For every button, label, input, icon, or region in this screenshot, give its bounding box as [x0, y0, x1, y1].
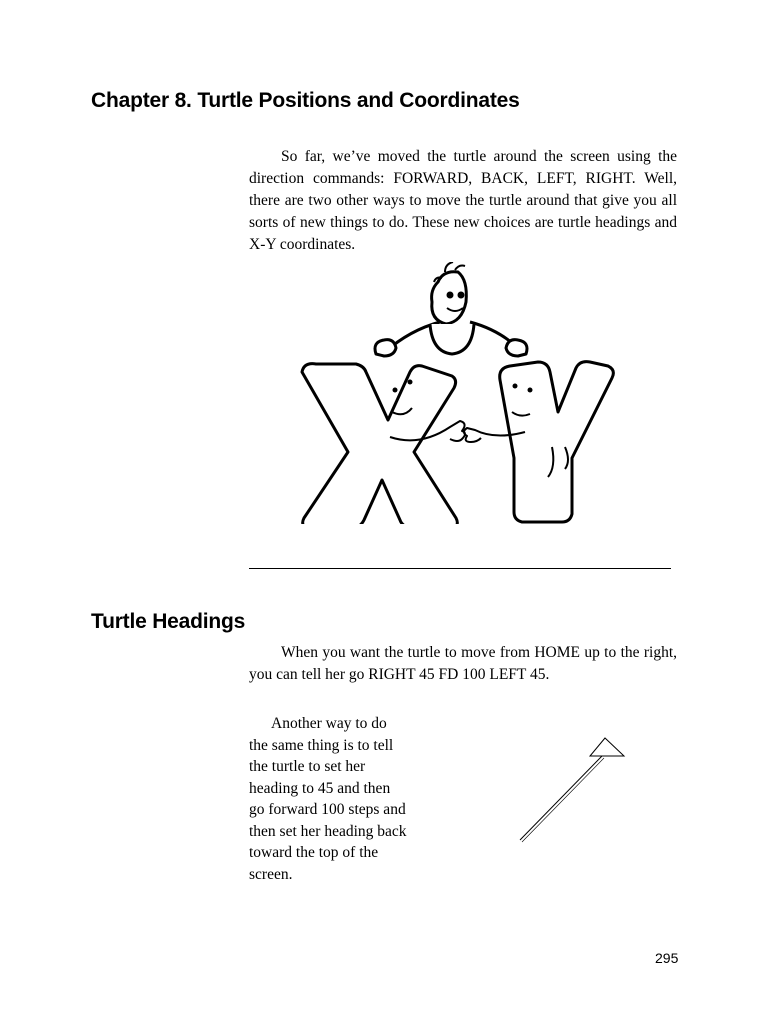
turtle-triangle-icon [590, 738, 624, 756]
person-figure [375, 262, 527, 356]
xy-characters-illustration [290, 262, 615, 524]
turtle-heading-diagram [510, 730, 635, 850]
letter-y-character [464, 362, 613, 522]
turtle-path-line [520, 756, 602, 840]
another-way-paragraph: Another way to do the same thing is to tell the turtle to set her heading to 45 and then go forward 100 steps and then set her heading back toward the top of the screen. [249, 715, 407, 883]
chapter-title: Chapter 8. Turtle Positions and Coordinates [91, 89, 520, 112]
headings-paragraph: When you want the turtle to move from HOME up to the right, you can tell her go RIGHT 45 FD 100 LEFT 45. [249, 644, 677, 683]
section-title: Turtle Headings [91, 610, 246, 633]
letter-x-character [302, 364, 465, 524]
page-number: 295 [655, 950, 679, 966]
intro-paragraph: So far, we’ve moved the turtle around the screen using the direction commands: FORWARD, BACK, LEFT, RIGHT. Well, there are two other ways to move the turtle around that give you all sorts of new things to do. These new choices are turtle headings and X-Y coordinates. [249, 148, 677, 253]
section-divider [249, 568, 671, 569]
